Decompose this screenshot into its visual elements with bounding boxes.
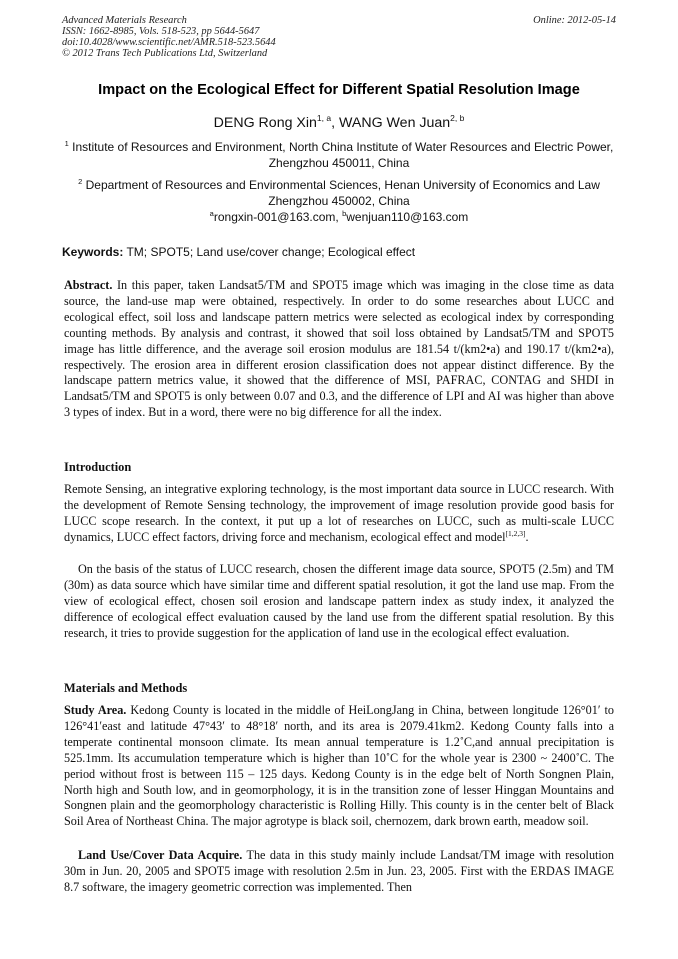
keywords-text: TM; SPOT5; Land use/cover change; Ecological effect bbox=[123, 245, 416, 259]
study-area-text: Kedong County is located in the middle of HeiLongJang in China, between longitude 126°01′ to 126°41′east and latitude 47°43′ to 48°18′ north, and its area is 2079.41km2. Kedong County falls into a temperate continental monsoon climate. Its mean annual temperature is 1.2˚C,and annual precipitation is 525.1mm. Its accumulation temperature which is higher than 10˚C for the whole year is 2300 ~ 2400˚C. The period without frost is between 115 – 125 days. Kedong County is in the edge belt of North Songnen Plain, North high and South low, and in geomorphology, it is in the transition zone of lesser Hinggan Mountains and Songnen plain and the geomorphology characteristic is Rolling Hilly. This county is in the center belt of Black Soil Area of Northeast China. The major agrotype is black soil, chernozem, dark brown earth, meadow soil. bbox=[64, 703, 614, 829]
online-date: Online: 2012-05-14 bbox=[533, 15, 616, 26]
abstract-label: Abstract. bbox=[64, 278, 113, 292]
keywords-line bbox=[62, 245, 616, 259]
email-b-marker: b bbox=[342, 209, 347, 218]
abstract-text: In this paper, taken Landsat5/TM and SPOT5 image which was imaging in the close time as data source, the land-use map were obtained, respectively. In order to do some researches about LUCC and ecological effect, soil loss and landscape pattern metrics were selected as ecological index by corresponding counting methods. By analysis and contrast, it showed that soil loss obtained by Landsat5/TM and SPOT5 image has little difference, and the average soil erosion modulus are 181.54 t/(km2•a) and 190.17 t/(km2•a), respectively. The erosion area in different erosion classification does not appear distinct difference. By the landscape pattern metrics value, it showed that the difference of MSI, PAFRAC, CONTAG and SHDI in Landsat5/TM and SPOT5 is only between 0.07 and 0.3, and the difference of LPI and AI was higher than above 3 types of index. But in a word, there were no big difference for all the index. bbox=[64, 278, 614, 420]
email-b: wenjuan110@163.com bbox=[346, 210, 469, 224]
author-1-affiliation: 1, a bbox=[316, 113, 332, 123]
author-line bbox=[40, 113, 638, 131]
issn-line: ISSN: 1662-8985, Vols. 518-523, pp 5644-5647 bbox=[62, 26, 260, 37]
affiliation-1-text: Institute of Resources and Environment, North China Institute of Water Resources and Electric Power, Zhengzhou 450011, China bbox=[68, 140, 614, 170]
author-2-affiliation: 2, b bbox=[450, 113, 465, 123]
paper-title: Impact on the Ecological Effect for Different Spatial Resolution Image bbox=[98, 82, 580, 98]
author-2-name: WANG Wen Juan bbox=[339, 115, 451, 131]
copyright-line: © 2012 Trans Tech Publications Ltd, Switzerland bbox=[62, 48, 268, 59]
study-area-paragraph bbox=[64, 703, 614, 830]
affiliation-1-number: 1 bbox=[64, 139, 69, 148]
affiliation-2-text: Department of Resources and Environmental Sciences, Henan University of Economics and Law Zhengzhou 450002, China bbox=[82, 178, 600, 208]
affiliation-2 bbox=[62, 174, 616, 209]
email-a: rongxin-001@163.com, bbox=[213, 210, 343, 224]
land-use-label: Land Use/Cover Data Acquire. bbox=[78, 848, 243, 862]
introduction-p1-text: Remote Sensing, an integrative exploring technology, is the most important data source in LUCC research. With the development of Remote Sensing technology, the improvement of image resolution provide good basis for LUCC scope research. In the context, it put up a lot of researches on LUCC, such as multi-scale LUCC dynamics, LUCC effect factors, driving force and mechanism, ecological effect and model bbox=[64, 482, 614, 544]
abstract-paragraph bbox=[64, 278, 614, 421]
introduction-heading: Introduction bbox=[64, 460, 132, 474]
author-separator: , bbox=[331, 115, 339, 131]
land-use-text: The data in this study mainly include Landsat/TM image with resolution 30m in Jun. 20, 2005 and SPOT5 image with resolution 2.5m in Jun. 23, 2005. First with the ERDAS IMAGE 8.7 software, the imagery geometric correction was implemented. Then bbox=[64, 848, 614, 894]
journal-name: Advanced Materials Research bbox=[62, 15, 187, 26]
methods-heading: Materials and Methods bbox=[64, 681, 188, 695]
introduction-p1-citation: [1,2,3] bbox=[505, 528, 526, 538]
introduction-paragraph-2: On the basis of the status of LUCC research, chosen the different image data source, SPOT5 (2.5m) and TM (30m) as data source which have similar time and different spatial resolution, it got the land use map. From the view of ecological effect, chosen soil erosion and landscape pattern index as study index, it analyzed the difference of ecological effect evaluation caused by the land use from the different spatial resolution. By this research, it tries to provide suggestion for the application of land use in the ecological effect evaluation. bbox=[64, 562, 614, 640]
doi-line: doi:10.4028/www.scientific.net/AMR.518-523.5644 bbox=[62, 37, 276, 48]
email-a-marker: a bbox=[209, 209, 214, 218]
land-use-paragraph bbox=[64, 848, 614, 896]
journal-header bbox=[62, 15, 616, 59]
affiliation-2-number: 2 bbox=[78, 177, 83, 186]
author-1-name: DENG Rong Xin bbox=[213, 115, 317, 131]
affiliation-1 bbox=[62, 136, 616, 171]
email-line bbox=[62, 209, 616, 224]
introduction-p1-end: . bbox=[525, 529, 529, 544]
study-area-label: Study Area. bbox=[64, 703, 127, 717]
keywords-label: Keywords: bbox=[62, 245, 124, 259]
introduction-paragraph-1 bbox=[64, 482, 614, 546]
